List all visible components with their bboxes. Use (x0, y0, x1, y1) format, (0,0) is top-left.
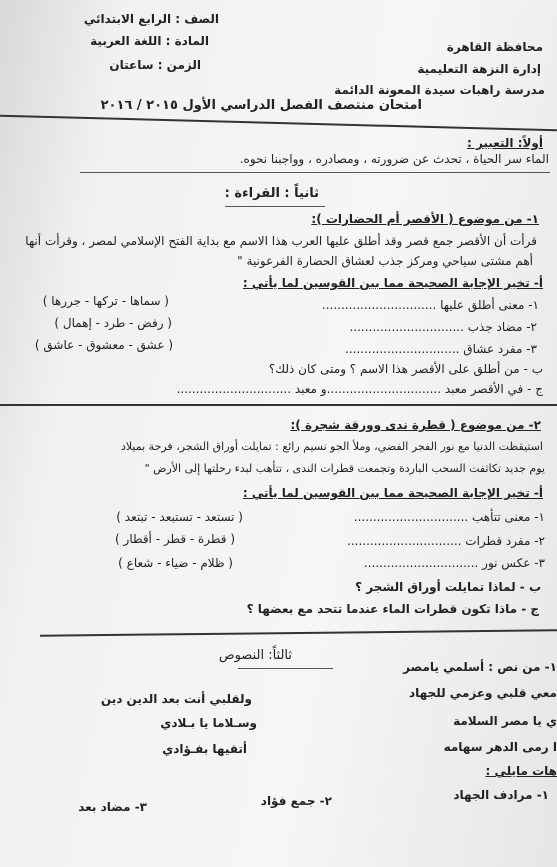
topic1-instruction: أ- تخير الإجابة الصحيحة مما بين القوسين لما يأتي : (242, 276, 543, 290)
topic2-q2-choices: ( قطرة - قطر - أقطار ) (115, 532, 235, 546)
texts-task-1: ١- مرادف الجهاد (453, 788, 549, 802)
expression-prompt: الماء سر الحياة ، تحدث عن ضرورته ، ومصادره ، وواجبنا نحوه. (239, 152, 549, 166)
topic1-q1-choices: ( سماها - تركها - جررها ) (42, 294, 169, 308)
reading-heading-underline (225, 206, 325, 207)
topic1-title: ١- من موضوع ( الأقصر أم الحضارات ): (311, 212, 539, 226)
reading-section-divider (0, 404, 557, 406)
verse1-right: معي قلبي وعزمي للجهاد (408, 686, 557, 700)
grade-label: الصف : الرابع الابتدائي (83, 12, 219, 26)
topic1-q2-choices: ( رفض - طرد - إهمال ) (54, 316, 172, 330)
reading-heading: ثانياً : القراءة : (224, 186, 319, 201)
texts-task-2: ٢- جمع فؤاد (260, 794, 332, 808)
subject-label: المادة : اللغة العربية (90, 34, 209, 48)
texts-heading-underline (238, 668, 333, 669)
verse3-left: أتقيها بفـؤادي (162, 742, 247, 756)
topic1-q1: ١- معنى أطلق عليها .............................. (321, 298, 539, 312)
exam-title: امتحان منتصف الفصل الدراسي الأول ٢٠١٥ / ٢٠١٦ (100, 98, 422, 113)
verse2-left: وسـلاما يا بـلادي (160, 716, 257, 730)
verse1-left: ولقلبي أنت بعد الدين دين (100, 692, 252, 706)
topic2-q2: ٢- مفرد قطرات .............................. (347, 534, 545, 548)
topic1-passage-line1: قرأت أن الأقصر جمع قصر وقد أطلق عليها العرب هذا الاسم مع بداية الفتح الإسلامي لمصر ، وقرأت أنها (25, 234, 537, 248)
school-name: مدرسة راهبات سيدة المعونة الدائمة (334, 83, 545, 97)
topic1-question-c: ج - في الأقصر معبد ..............................و معبد .............................. (176, 382, 543, 396)
header-divider (0, 115, 557, 132)
topic2-instruction: أ- تخير الإجابة الصحيحة مما بين القوسين لما يأتي : (242, 486, 543, 500)
texts-task-3: ٣- مضاد بعد (78, 800, 147, 814)
texts-section-divider (40, 629, 557, 636)
topic2-passage-line2: يوم جديد تكاثفت السحب الباردة وتجمعت قطرات الندى ، تتأهب لبدء رحلتها إلى الأرض " (144, 462, 545, 475)
topic1-question-b: ب - من أطلق على الأقصر هذا الاسم ؟ ومتى كان ذلك؟ (268, 362, 543, 376)
topic2-q3: ٣- عكس نور .............................. (363, 556, 545, 570)
time-label: الزمن : ساعتان (109, 58, 201, 72)
topic2-passage-line1: استيقظت الدنيا مع نور الفجر الفضي، وملأ الجو نسيم رائع : تمايلت أوراق الشجر، فرحة بميلاد (120, 440, 543, 453)
topic1-q2: ٢- مضاد جذب .............................. (349, 320, 537, 334)
topic2-q1-choices: ( تستعد - تستبعد - تبتعد ) (116, 510, 243, 524)
texts-source: ١- من نص : أسلمي يامصر (403, 660, 557, 674)
topic1-passage-line2: أهم مشتى سياحي ومركز جذب لعشاق الحضارة الفرعونية " (237, 254, 533, 268)
expression-divider (80, 172, 550, 173)
verse3-right: ا رمى الدهر سهامه (443, 740, 557, 754)
topic2-question-c: ج - ماذا تكون قطرات الماء عندما تتحد مع بعضها ؟ (246, 602, 539, 616)
administration-label: إدارة النزهة التعليمية (417, 62, 541, 76)
topic2-question-b: ب - لماذا تمايلت أوراق الشجر ؟ (355, 580, 541, 594)
expression-heading: أولاً: التعبير : (466, 136, 543, 150)
topic2-q1: ١- معنى تتأهب .............................. (353, 510, 545, 524)
topic2-title: ٢- من موضوع ( قطرة ندى وورقة شجرة ): (290, 418, 541, 432)
topic1-q3: ٣- مفرد عشاق .............................. (345, 342, 537, 356)
topic2-q3-choices: ( ظلام - ضياء - شعاع ) (118, 556, 233, 570)
texts-heading: ثالثاً: النصوص (218, 648, 292, 663)
texts-instruction: هات مايلي : (485, 764, 557, 778)
verse2-right: ي يا مصر السلامة (453, 714, 557, 728)
governorate-label: محافظة القاهرة (446, 40, 543, 54)
topic1-q3-choices: ( عشق - معشوق - عاشق ) (34, 338, 173, 352)
